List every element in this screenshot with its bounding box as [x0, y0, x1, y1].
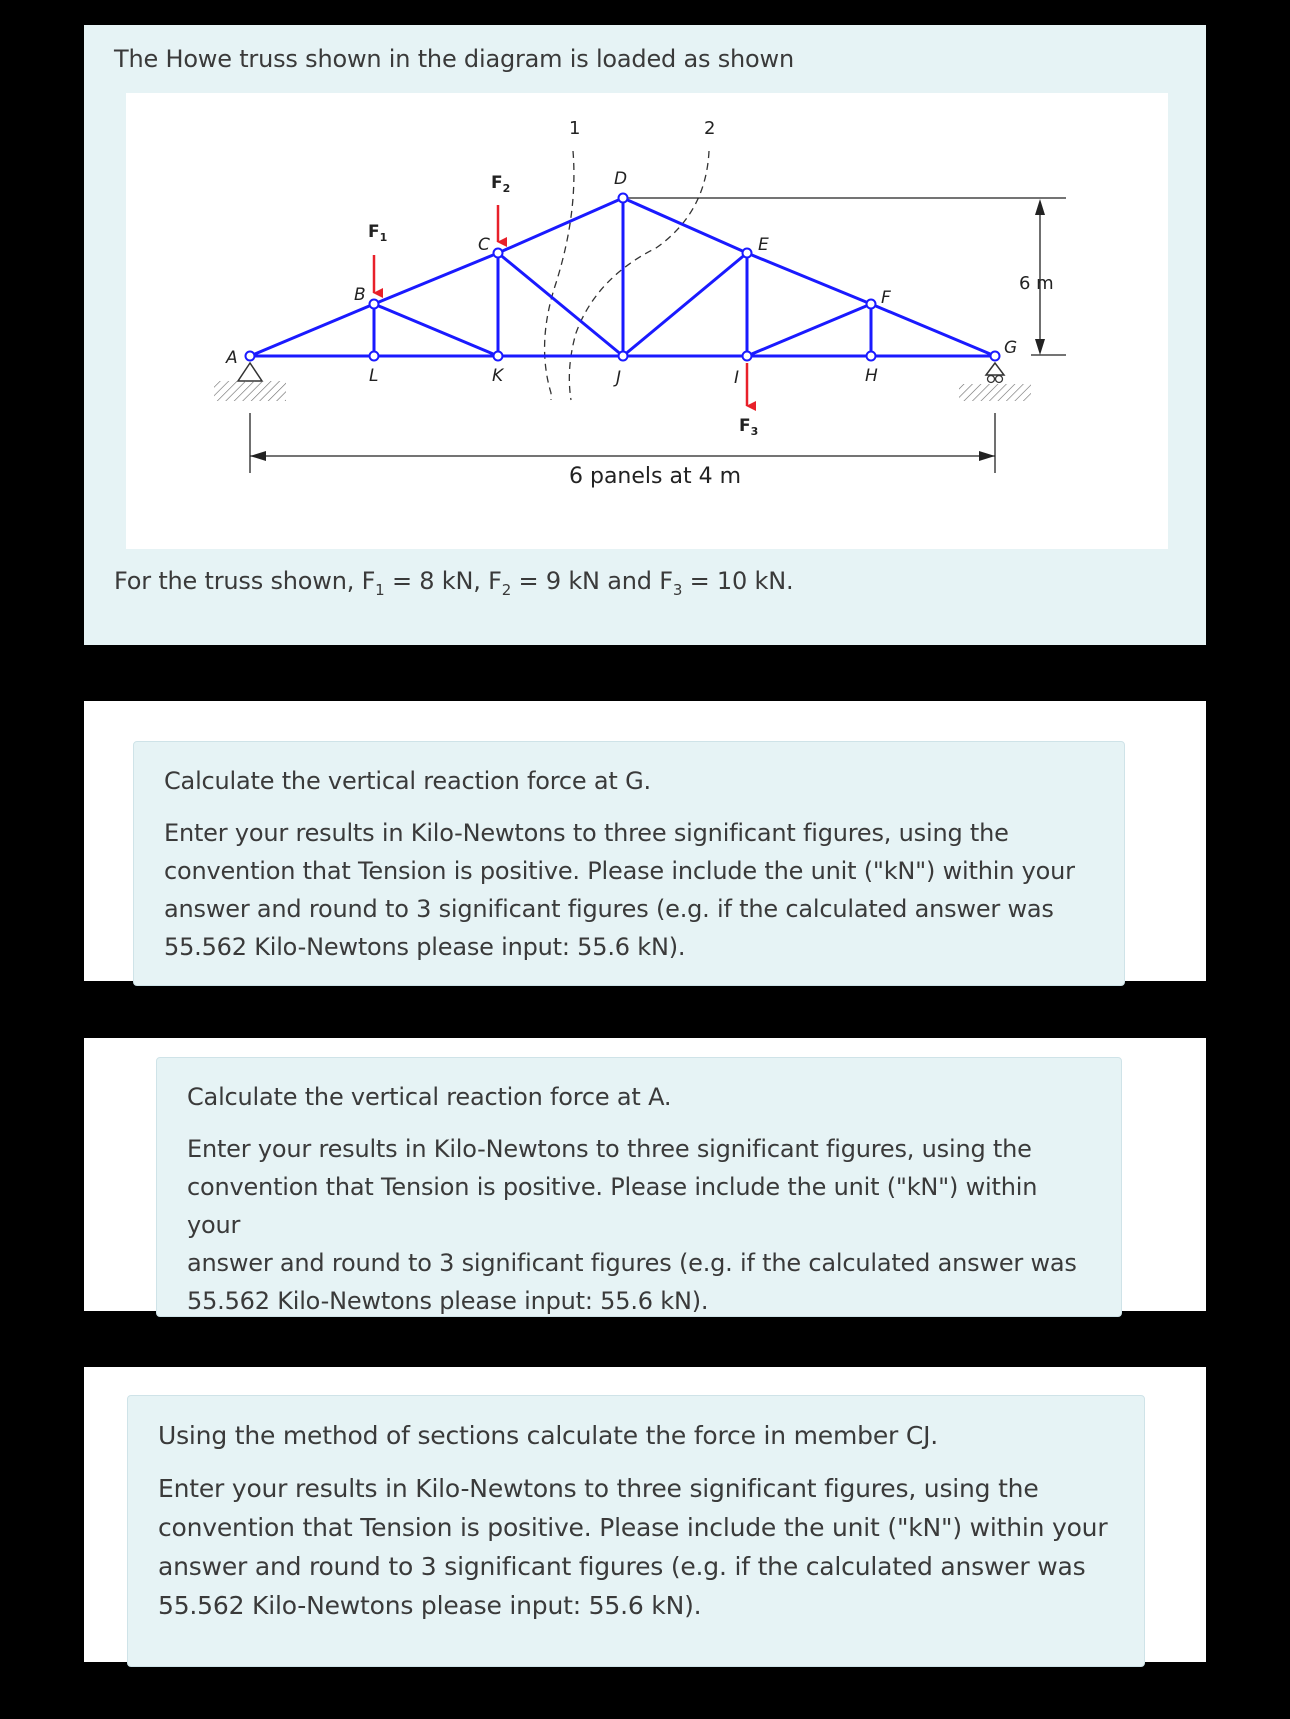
height-arrow-bottom	[1035, 339, 1045, 355]
member-cj	[498, 253, 623, 356]
joint-l	[370, 352, 379, 361]
question-box-2	[156, 1057, 1122, 1317]
joint-label-f: F	[881, 288, 891, 308]
joint-b	[370, 300, 379, 309]
joint-e	[743, 249, 752, 258]
joint-label-c: C	[478, 235, 490, 255]
member-fi	[747, 304, 871, 356]
question-title-2: Calculate the vertical reaction force at A.	[187, 1083, 672, 1111]
section-label-2: 2	[704, 118, 716, 139]
span-label: 6 panels at 4 m	[569, 464, 742, 489]
question-title-1: Calculate the vertical reaction force at G.	[164, 767, 651, 795]
joint-f	[867, 300, 876, 309]
roller-support-g	[959, 363, 1031, 401]
load-label-f1: $F_1$	[368, 222, 388, 244]
truss-members	[250, 198, 995, 356]
joint-j	[619, 352, 628, 361]
member-cd	[498, 198, 623, 253]
member-bc	[374, 253, 498, 304]
joint-label-i: I	[734, 368, 740, 388]
span-arrow-left	[250, 451, 266, 461]
question-instructions-2: Enter your results in Kilo-Newtons to three significant figures, using the convention that Tension is positive. Please include the unit ("kN") within your answer and round to 3 significant figures (e.g. if the calculated answer was 55.562 Kilo-Newtons please input: 55.6 kN).	[187, 1135, 1077, 1315]
joint-d	[619, 194, 628, 203]
intro-title: The Howe truss shown in the diagram is loaded as shown	[114, 45, 794, 73]
question-panel-3	[84, 1367, 1206, 1662]
member-ej	[623, 253, 747, 356]
question-title-3: Using the method of sections calculate the force in member CJ.	[158, 1421, 938, 1450]
joint-label-g: G	[1004, 338, 1018, 358]
span-arrow-right	[979, 451, 995, 461]
forces-statement: For the truss shown, $F_1 = 8$ kN, $F_2 = 9$ kN and $F_3 = 10$ kN.	[114, 567, 794, 599]
joint-label-h: H	[865, 366, 878, 386]
member-fg	[871, 304, 995, 356]
question-instructions-3: Enter your results in Kilo-Newtons to three significant figures, using the convention that Tension is positive. Please include the unit ("kN") within your answer and round to 3 significant figures (e.g. if the calculated answer was 55.562 Kilo-Newtons please input: 55.6 kN).	[158, 1474, 1108, 1620]
height-label: 6 m	[1019, 273, 1054, 294]
joint-c	[494, 249, 503, 258]
truss-diagram	[126, 93, 1168, 549]
member-ab	[250, 304, 374, 356]
joint-label-e: E	[758, 235, 769, 255]
intro-panel	[84, 25, 1206, 645]
question-panel-1	[84, 701, 1206, 981]
joint-g	[991, 352, 1000, 361]
joint-label-d: D	[614, 169, 628, 189]
member-de	[623, 198, 747, 253]
joint-label-b: B	[354, 285, 366, 305]
load-label-f2: $F_2$	[491, 173, 511, 195]
question-panel-2	[84, 1038, 1206, 1315]
question-instructions-1: Enter your results in Kilo-Newtons to three significant figures, using the convention that Tension is positive. Please include the unit ("kN") within your answer and round to 3 significant figures (e.g. if the calculated answer was 55.562 Kilo-Newtons please input: 55.6 kN).	[164, 819, 1075, 961]
member-ef	[747, 253, 871, 304]
load-label-f3: $F_3$	[739, 416, 759, 438]
joint-k	[494, 352, 503, 361]
joint-i	[743, 352, 752, 361]
joint-label-a: A	[226, 348, 238, 368]
question-box-1	[133, 741, 1125, 986]
truss-figure	[126, 93, 1168, 549]
joint-label-j: J	[616, 368, 622, 388]
height-arrow-top	[1035, 199, 1045, 215]
section-line-2	[569, 151, 709, 400]
section-label-1: 1	[569, 118, 581, 139]
joint-h	[867, 352, 876, 361]
member-bk	[374, 304, 498, 356]
question-box-3	[127, 1395, 1145, 1667]
joint-label-l: L	[369, 366, 379, 386]
joint-label-k: K	[492, 366, 504, 386]
pin-support-a	[214, 363, 286, 401]
joint-a	[246, 352, 255, 361]
